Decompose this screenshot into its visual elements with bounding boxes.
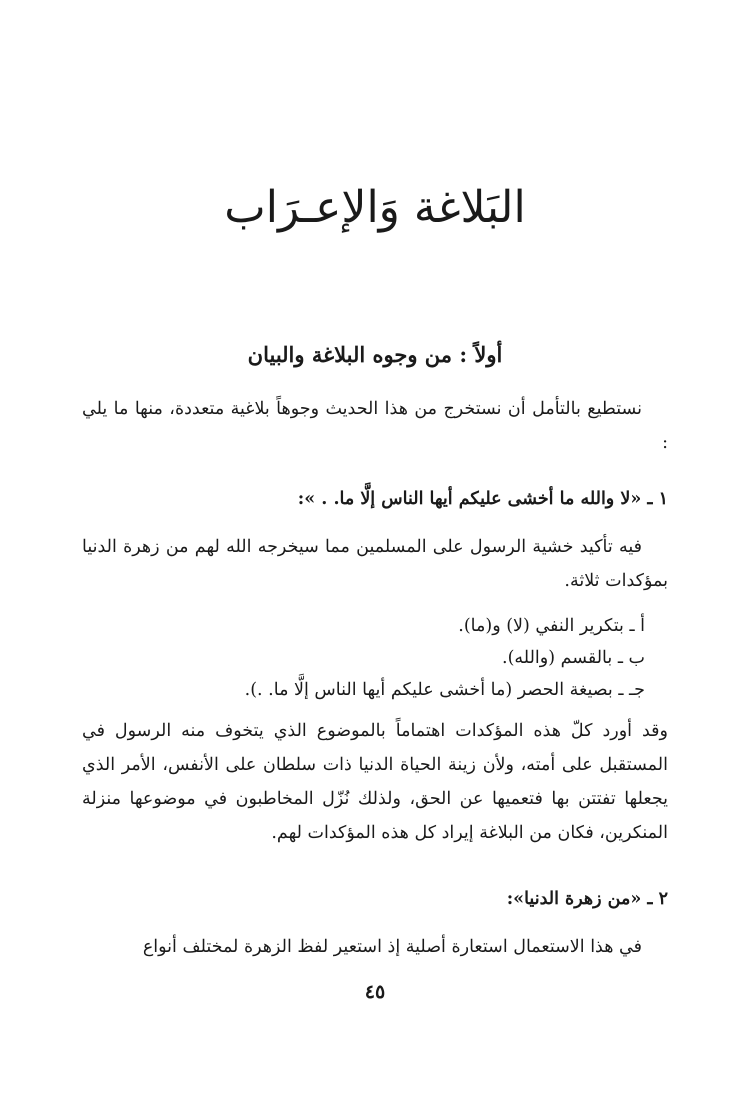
point1-paragraph: فيه تأكيد خشية الرسول على المسلمين مما سيخرجه الله لهم من زهرة الدنيا بمؤكدات ثلاثة.	[82, 537, 668, 591]
point1-item-b: ب ـ بالقسم (والله).	[502, 648, 645, 668]
point2-paragraph: في هذا الاستعمال استعارة أصلية إذ استعير لفظ الزهرة لمختلف أنواع	[142, 937, 642, 957]
page-number: ٤٥	[364, 981, 386, 1003]
intro-paragraph: نستطيع بالتأمل أن نستخرج من هذا الحديث وجوهاً بلاغية متعددة، منها ما يلي :	[82, 399, 668, 453]
point1-explanation: وقد أورد كلّ هذه المؤكدات اهتماماً بالموضوع الذي يتخوف منه الرسول في المستقبل على أمته، ولأن زينة الحياة الدنيا ذات سلطان على الأنفس، الأمر الذي يجعلها تفتتن بها فتعميها عن الحق، ولذلك نُزّل المخاطبون في موضوعها منزلة المنكرين، فكان من البلاغة إيراد كل هذه المؤكدات لهم.	[82, 721, 668, 843]
point1-heading: ١ ـ «لا والله ما أخشى عليكم أيها الناس إلَّا ما. . »:	[297, 489, 668, 509]
chapter-title: البَلاغة وَالإعـرَاب	[224, 182, 526, 233]
section-heading: أولاً : من وجوه البلاغة والبيان	[247, 342, 503, 367]
point1-item-c: جـ ـ بصيغة الحصر (ما أخشى عليكم أيها الناس إلَّا ما. .).	[244, 680, 645, 700]
point2-heading: ٢ ـ «من زهرة الدنيا»:	[506, 889, 668, 909]
point1-item-a: أ ـ بتكرير النفي (لا) و(ما).	[458, 616, 645, 636]
